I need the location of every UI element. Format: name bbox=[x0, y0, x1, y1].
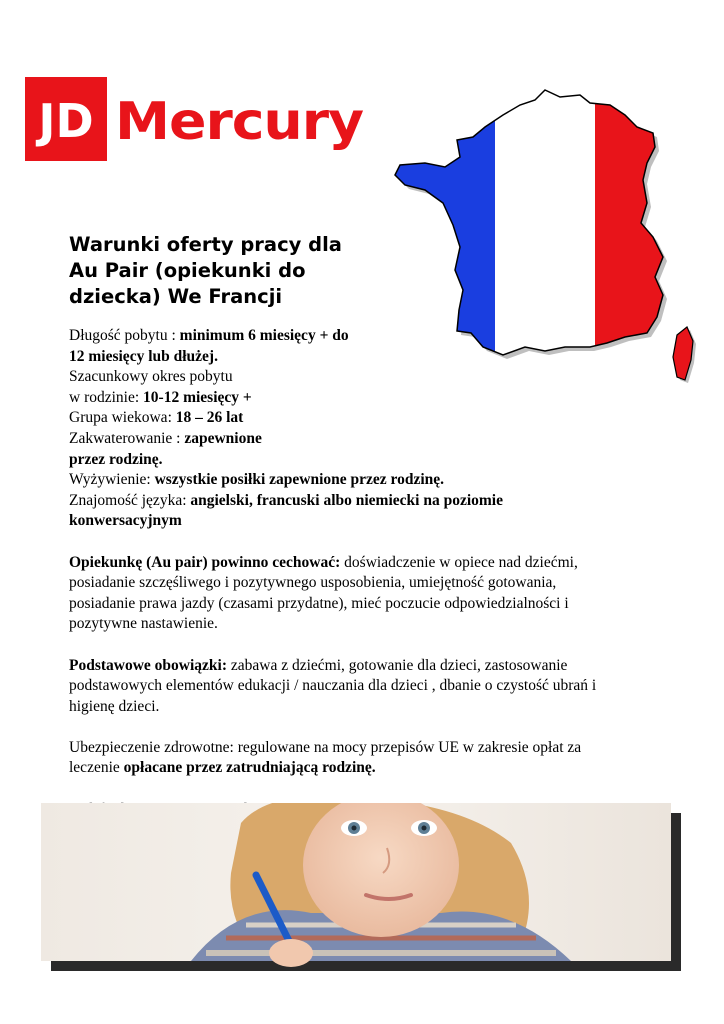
language-line bbox=[69, 491, 669, 512]
language-label: Znajomość języka: bbox=[69, 491, 191, 509]
duties-text: higienę dzieci. bbox=[69, 697, 160, 715]
insurance-paragraph bbox=[69, 738, 669, 779]
qualities-text: posiadanie prawa jazdy (czasami przydatne), mieć poczucie odpowiedzialności i bbox=[69, 594, 569, 612]
qualities-text: pozytywne nastawienie. bbox=[69, 615, 218, 633]
title-line: Warunki oferty pracy dla bbox=[69, 233, 342, 256]
title-line: Au Pair (opiekunki do bbox=[69, 259, 306, 282]
language-value-2: konwersacyjnym bbox=[69, 512, 182, 530]
duties-text: podstawowych elementów edukacji / nauczania dla dzieci , dbanie o czystość ubrań i bbox=[69, 677, 597, 695]
offer-details bbox=[69, 326, 669, 820]
estimated-line bbox=[69, 388, 669, 409]
duties-label: Podstawowe obowiązki: bbox=[69, 656, 228, 674]
duties-paragraph bbox=[69, 656, 669, 718]
accommodation-value-2: przez rodzinę. bbox=[69, 450, 163, 468]
age-line bbox=[69, 408, 669, 429]
qualities-label: Opiekunkę (Au pair) powinno cechować: bbox=[69, 553, 341, 571]
duration-line-2 bbox=[69, 347, 669, 368]
accommodation-line-2 bbox=[69, 450, 669, 471]
accommodation-value: zapewnione bbox=[184, 429, 262, 447]
child-with-pencil-photo bbox=[41, 803, 681, 971]
jd-mercury-logo bbox=[25, 77, 365, 161]
estimated-value: 10-12 miesięcy + bbox=[143, 388, 252, 406]
language-line-2 bbox=[69, 511, 669, 532]
estimated-label-2: w rodzinie: bbox=[69, 388, 144, 406]
estimated-label: Szacunkowy okres pobytu bbox=[69, 368, 233, 386]
qualities-text: doświadczenie w opiece nad dziećmi, bbox=[340, 553, 578, 571]
qualities-text: posiadanie szczęśliwego i pozytywnego usposobienia, umiejętność gotowania, bbox=[69, 574, 557, 592]
duration-label: Długość pobytu : bbox=[69, 327, 180, 344]
logo-mercury-text: Mercury bbox=[115, 92, 364, 152]
duties-text: zabawa z dziećmi, gotowanie dla dzieci, zastosowanie bbox=[227, 656, 568, 674]
qualities-paragraph bbox=[69, 553, 669, 635]
accommodation-label: Zakwaterowanie : bbox=[69, 429, 185, 447]
duration-value-2: 12 miesięcy lub dłużej. bbox=[69, 347, 218, 365]
logo-jd-text: JD bbox=[38, 94, 94, 148]
title-line: dziecka) We Francji bbox=[69, 285, 283, 308]
meals-label: Wyżywienie: bbox=[69, 471, 155, 489]
meals-line bbox=[69, 470, 669, 491]
insurance-bold: opłacane przez zatrudniającą rodzinę. bbox=[123, 759, 376, 777]
meals-value: wszystkie posiłki zapewnione przez rodzinę. bbox=[154, 471, 445, 489]
insurance-text: Ubezpieczenie zdrowotne: regulowane na mocy przepisów UE w zakresie opłat za bbox=[69, 738, 582, 756]
duration-line bbox=[69, 326, 669, 347]
accommodation-line bbox=[69, 429, 669, 450]
age-value: 18 – 26 lat bbox=[175, 409, 244, 427]
age-label: Grupa wiekowa: bbox=[69, 409, 176, 427]
insurance-text: leczenie bbox=[69, 759, 124, 777]
language-value: angielski, francuski albo niemiecki na poziomie bbox=[190, 491, 503, 509]
duration-value: minimum 6 miesięcy + do bbox=[179, 327, 349, 344]
page-title bbox=[69, 232, 399, 310]
